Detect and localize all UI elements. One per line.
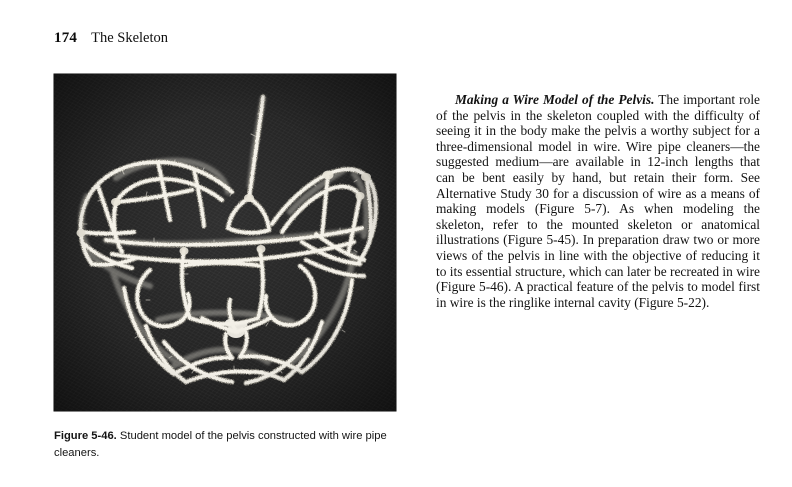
running-head <box>54 30 168 47</box>
body-paragraph <box>436 92 760 310</box>
figure-block <box>54 74 396 411</box>
run-in-heading: Making a Wire Model of the Pelvis. <box>455 92 655 107</box>
body-paragraph-text: The important role of the pelvis in the skeleton coupled with the difficulty of seeing it in the body make the pelvis a worthy subject for a three-dimensional model in wire. Wire pipe cleaners—the suggested medium—are available in 12-inch lengths that can be bent easily by hand, but retain their form. See Alternative Study 30 for a discussion of wire as a means of making models (Figure 5-7). As when modeling the skeleton, refer to the mounted skeleton or anatomical illustrations (Figure 5-45). In preparation draw two or more views of the pelvis in line with the objective of reducing it to its essential structure, which can later be recreated in wire (Figure 5-46). A practical feature of the pelvis to model first in wire is the ringlike internal cavity (Figure 5-22). <box>436 92 760 310</box>
figure-caption-text: Student model of the pelvis constructed with wire pipe cleaners. <box>54 430 387 459</box>
wire-pelvis-model-illustration <box>54 74 396 411</box>
figure-photograph <box>54 74 396 411</box>
body-text-column <box>436 92 760 310</box>
running-head-title: The Skeleton <box>91 30 169 46</box>
figure-caption-label: Figure 5-46. <box>54 430 117 442</box>
figure-caption <box>54 428 406 461</box>
page-number: 174 <box>54 30 78 46</box>
